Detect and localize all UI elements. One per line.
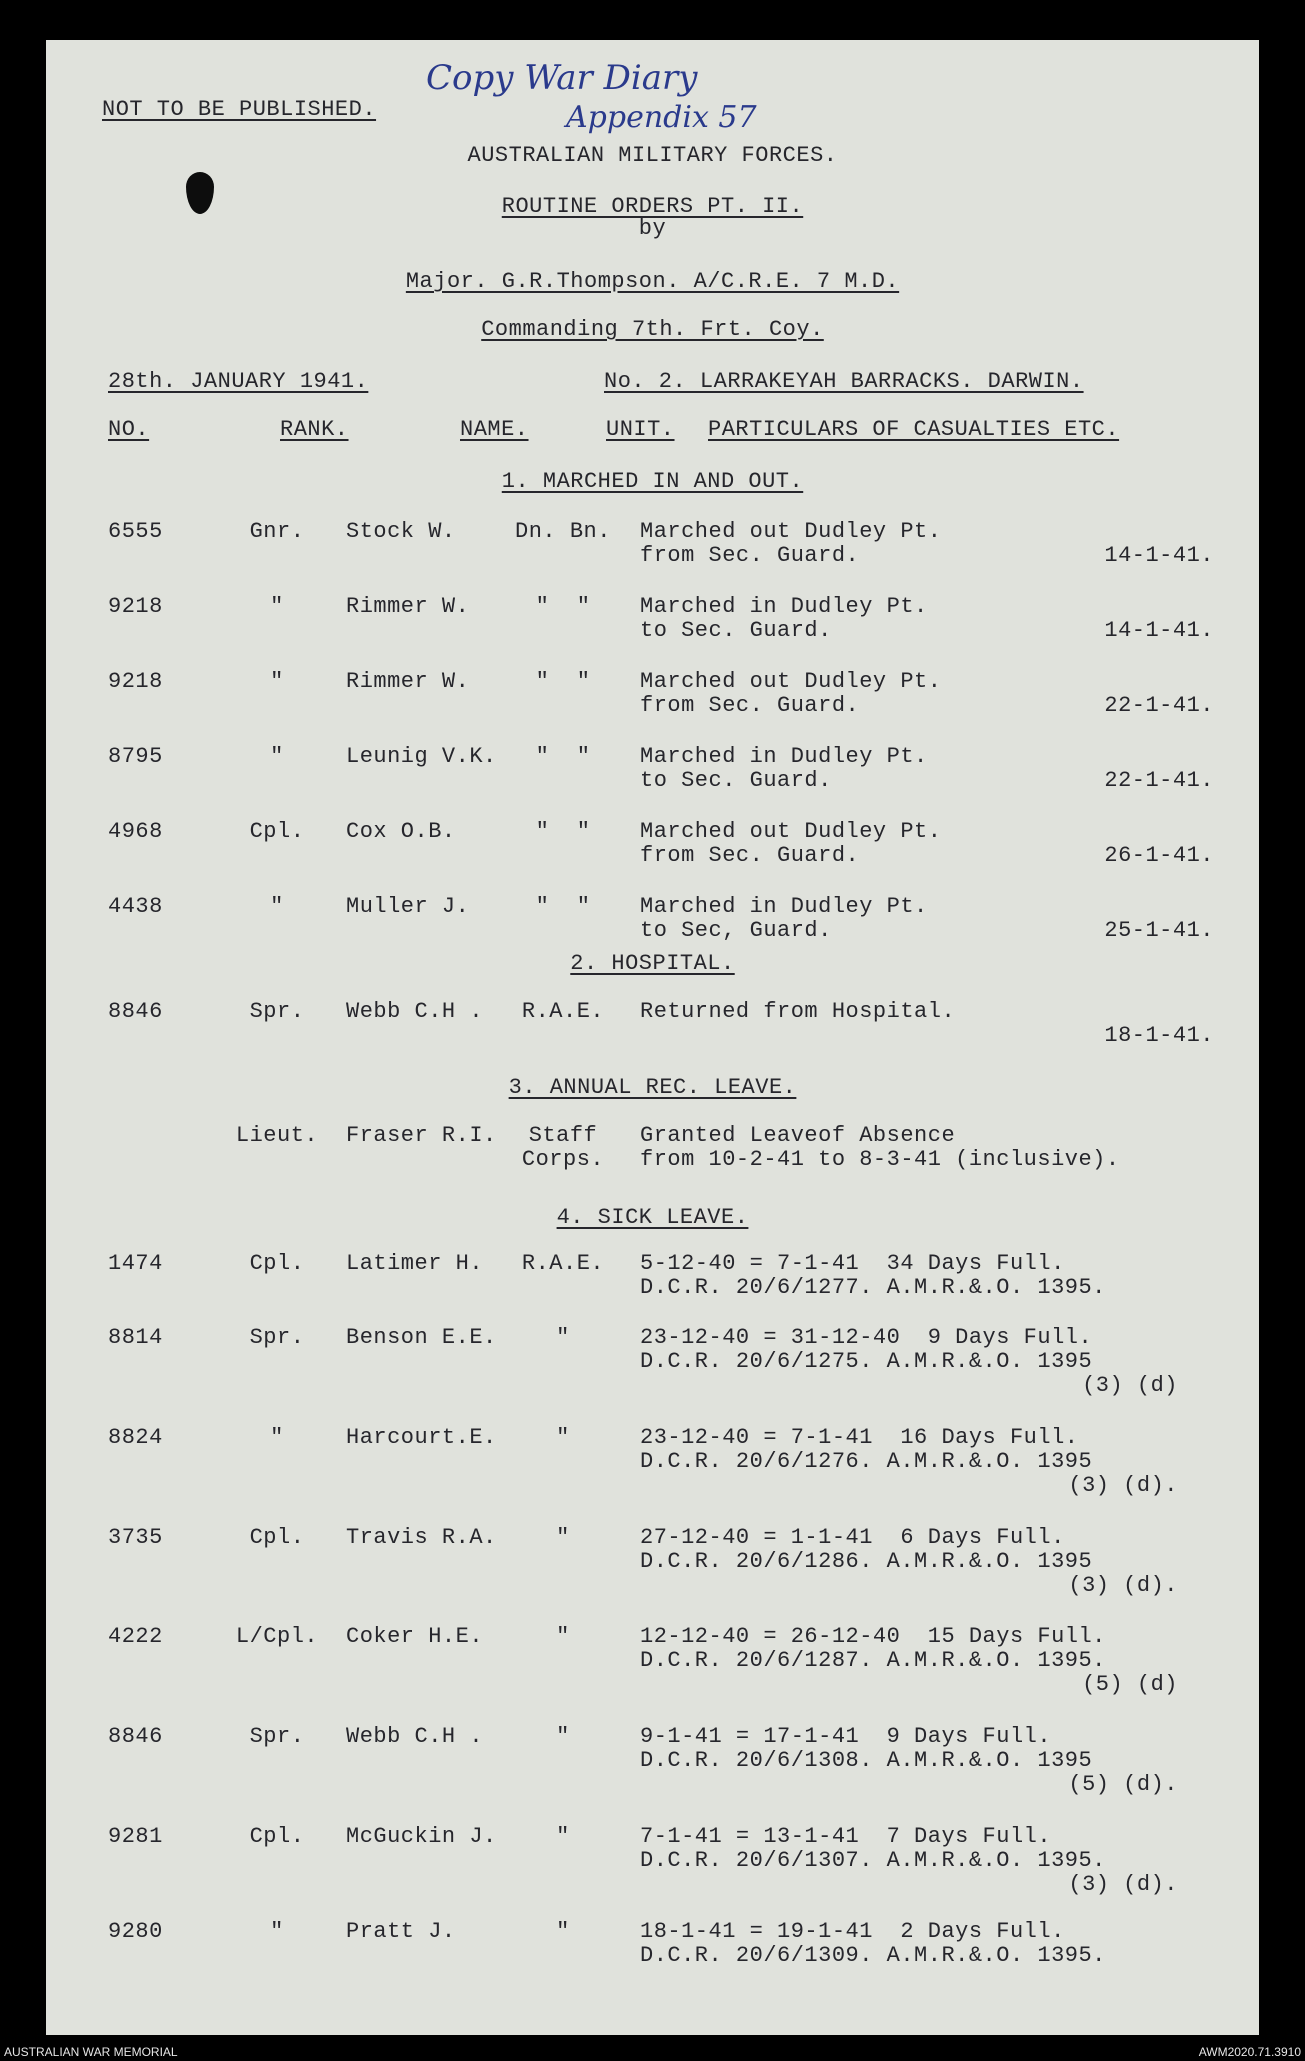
entry-particulars-line2: to Sec. Guard. — [640, 768, 832, 793]
document-page — [46, 40, 1259, 2035]
entry-unit: R.A.E. — [521, 1251, 605, 1276]
entry-particulars-line2: to Sec. Guard. — [640, 618, 832, 643]
entry-rank: " — [270, 1919, 284, 1944]
entry-unit: " " — [535, 894, 591, 919]
entry-name: Coker H.E. — [346, 1624, 484, 1649]
entry-rank: Cpl. — [249, 1824, 305, 1849]
entry-name: Rimmer W. — [346, 669, 470, 694]
entry-rank: " — [270, 1425, 284, 1450]
entry-number: 3735 — [108, 1525, 163, 1550]
entry-particulars-line3: (3) (d). — [1068, 1872, 1178, 1897]
entry-particulars-line2: D.C.R. 20/6/1308. A.M.R.&.O. 1395 — [640, 1748, 1093, 1773]
entry-particulars-line1: Granted Leaveof Absence — [640, 1123, 956, 1148]
entry-date: 22-1-41. — [1104, 693, 1214, 718]
entry-particulars-line1: Marched in Dudley Pt. — [640, 594, 928, 619]
entry-particulars-line1: 18-1-41 = 19-1-41 2 Days Full. — [640, 1919, 1065, 1944]
entry-number: 8795 — [108, 744, 163, 769]
entry-number: 8814 — [108, 1325, 163, 1350]
entry-particulars-line1: Marched out Dudley Pt. — [640, 669, 942, 694]
entry-rank: Spr. — [249, 1724, 305, 1749]
entry-unit: Dn. Bn. — [515, 519, 611, 544]
entry-name: Travis R.A. — [346, 1525, 497, 1550]
entry-particulars-line2: to Sec, Guard. — [640, 918, 832, 943]
entry-date: 25-1-41. — [1104, 918, 1214, 943]
entry-date: 18-1-41. — [1104, 1023, 1214, 1048]
command-line: Commanding 7th. Frt. Coy. — [481, 317, 824, 342]
column-header-rank: RANK. — [280, 417, 349, 442]
entry-particulars-line2: D.C.R. 20/6/1277. A.M.R.&.O. 1395. — [640, 1275, 1106, 1300]
section-heading: 3. ANNUAL REC. LEAVE. — [508, 1075, 797, 1100]
entry-rank: Cpl. — [249, 819, 305, 844]
entry-particulars-line2: D.C.R. 20/6/1287. A.M.R.&.O. 1395. — [640, 1648, 1106, 1673]
entry-name: Harcourt.E. — [346, 1425, 497, 1450]
entry-number: 6555 — [108, 519, 163, 544]
section-heading: 1. MARCHED IN AND OUT. — [501, 469, 804, 494]
orders-title: ROUTINE ORDERS PT. II. — [501, 194, 804, 219]
entry-particulars-line1: Marched in Dudley Pt. — [640, 894, 928, 919]
entry-unit: " " — [535, 819, 591, 844]
entry-number: 1474 — [108, 1251, 163, 1276]
entry-particulars-line2: from 10-2-41 to 8-3-41 (inclusive). — [640, 1147, 1120, 1172]
order-number-location: No. 2. LARRAKEYAH BARRACKS. DARWIN. — [604, 369, 1084, 394]
entry-unit: " " — [535, 744, 591, 769]
entry-particulars-line3: (3) (d). — [1068, 1573, 1178, 1598]
column-header-name: NAME. — [460, 417, 529, 442]
section-heading: 4. SICK LEAVE. — [556, 1205, 749, 1230]
entry-particulars-line3: (3) (d). — [1068, 1473, 1178, 1498]
entry-particulars-line2: from Sec. Guard. — [640, 543, 860, 568]
officer-line: Major. G.R.Thompson. A/C.R.E. 7 M.D. — [405, 269, 900, 294]
entry-unit: R.A.E. — [521, 999, 605, 1024]
entry-number: 4222 — [108, 1624, 163, 1649]
entry-particulars-line1: 9-1-41 = 17-1-41 9 Days Full. — [640, 1724, 1052, 1749]
by-text: by — [638, 216, 667, 241]
entry-particulars-line1: 23-12-40 = 7-1-41 16 Days Full. — [640, 1425, 1079, 1450]
entry-name: McGuckin J. — [346, 1824, 497, 1849]
entry-name: Webb C.H . — [346, 999, 484, 1024]
entry-particulars-line1: 12-12-40 = 26-12-40 15 Days Full. — [640, 1624, 1106, 1649]
entry-particulars-line2: D.C.R. 20/6/1275. A.M.R.&.O. 1395 — [640, 1349, 1093, 1374]
entry-rank: " — [270, 594, 284, 619]
column-header-no: NO. — [108, 417, 150, 442]
entry-rank: " — [270, 744, 284, 769]
entry-rank: Cpl. — [249, 1251, 305, 1276]
entry-particulars-line2: D.C.R. 20/6/1309. A.M.R.&.O. 1395. — [640, 1943, 1106, 1968]
entry-rank: " — [270, 669, 284, 694]
entry-number: 8846 — [108, 1724, 163, 1749]
entry-unit: " — [556, 1425, 570, 1450]
entry-particulars-line1: Marched out Dudley Pt. — [640, 819, 942, 844]
footer-left: AUSTRALIAN WAR MEMORIAL — [4, 2045, 178, 2059]
entry-rank: Cpl. — [249, 1525, 305, 1550]
entry-unit-line2: Corps. — [521, 1147, 605, 1172]
not-to-be-published-stamp: NOT TO BE PUBLISHED. — [102, 97, 377, 122]
entry-unit: " " — [535, 669, 591, 694]
entry-unit: " " — [535, 594, 591, 619]
entry-name: Latimer H. — [346, 1251, 484, 1276]
entry-unit: " — [556, 1724, 570, 1749]
entry-particulars-line1: 7-1-41 = 13-1-41 7 Days Full. — [640, 1824, 1052, 1849]
entry-date: 26-1-41. — [1104, 843, 1214, 868]
entry-name: Pratt J. — [346, 1919, 456, 1944]
entry-date: 14-1-41. — [1104, 543, 1214, 568]
entry-unit: Staff — [528, 1123, 598, 1148]
entry-name: Webb C.H . — [346, 1724, 484, 1749]
entry-number: 9218 — [108, 594, 163, 619]
entry-particulars-line3: (3) (d) — [1082, 1373, 1178, 1398]
handwritten-annotation-1: Copy War Diary — [426, 58, 698, 98]
entry-particulars-line1: Marched in Dudley Pt. — [640, 744, 928, 769]
column-header-particulars: PARTICULARS OF CASUALTIES ETC. — [708, 417, 1120, 442]
entry-date: 14-1-41. — [1104, 618, 1214, 643]
entry-unit: " — [556, 1919, 570, 1944]
entry-number: 4968 — [108, 819, 163, 844]
entry-particulars-line1: 27-12-40 = 1-1-41 6 Days Full. — [640, 1525, 1065, 1550]
entry-name: Stock W. — [346, 519, 456, 544]
entry-number: 9280 — [108, 1919, 163, 1944]
entry-particulars-line1: 23-12-40 = 31-12-40 9 Days Full. — [640, 1325, 1093, 1350]
entry-number: 8824 — [108, 1425, 163, 1450]
entry-number: 4438 — [108, 894, 163, 919]
entry-date: 22-1-41. — [1104, 768, 1214, 793]
forces-heading: AUSTRALIAN MILITARY FORCES. — [467, 143, 838, 168]
entry-particulars-line1: Marched out Dudley Pt. — [640, 519, 942, 544]
entry-rank: Lieut. — [235, 1123, 319, 1148]
entry-rank: Spr. — [249, 1325, 305, 1350]
entry-particulars-line1: 5-12-40 = 7-1-41 34 Days Full. — [640, 1251, 1065, 1276]
entry-rank: L/Cpl. — [235, 1624, 319, 1649]
entry-unit: " — [556, 1624, 570, 1649]
entry-name: Fraser R.I. — [346, 1123, 497, 1148]
entry-number: 9281 — [108, 1824, 163, 1849]
entry-particulars-line1: Returned from Hospital. — [640, 999, 956, 1024]
entry-particulars-line2: D.C.R. 20/6/1307. A.M.R.&.O. 1395. — [640, 1848, 1106, 1873]
entry-name: Benson E.E. — [346, 1325, 497, 1350]
entry-particulars-line2: D.C.R. 20/6/1276. A.M.R.&.O. 1395 — [640, 1449, 1093, 1474]
entry-rank: Gnr. — [249, 519, 305, 544]
entry-unit: " — [556, 1525, 570, 1550]
entry-particulars-line3: (5) (d). — [1068, 1772, 1178, 1797]
footer-right: AWM2020.71.3910 — [1198, 2045, 1301, 2059]
entry-particulars-line3: (5) (d) — [1082, 1672, 1178, 1697]
entry-unit: " — [556, 1824, 570, 1849]
order-date: 28th. JANUARY 1941. — [108, 369, 369, 394]
entry-name: Rimmer W. — [346, 594, 470, 619]
section-heading: 2. HOSPITAL. — [570, 951, 735, 976]
entry-name: Cox O.B. — [346, 819, 456, 844]
entry-particulars-line2: from Sec. Guard. — [640, 693, 860, 718]
entry-rank: Spr. — [249, 999, 305, 1024]
entry-number: 9218 — [108, 669, 163, 694]
handwritten-annotation-2: Appendix 57 — [566, 100, 757, 135]
entry-particulars-line2: D.C.R. 20/6/1286. A.M.R.&.O. 1395 — [640, 1549, 1093, 1574]
entry-name: Leunig V.K. — [346, 744, 497, 769]
entry-particulars-line2: from Sec. Guard. — [640, 843, 860, 868]
entry-number: 8846 — [108, 999, 163, 1024]
column-header-unit: UNIT. — [606, 417, 675, 442]
entry-name: Muller J. — [346, 894, 470, 919]
entry-unit: " — [556, 1325, 570, 1350]
entry-rank: " — [270, 894, 284, 919]
